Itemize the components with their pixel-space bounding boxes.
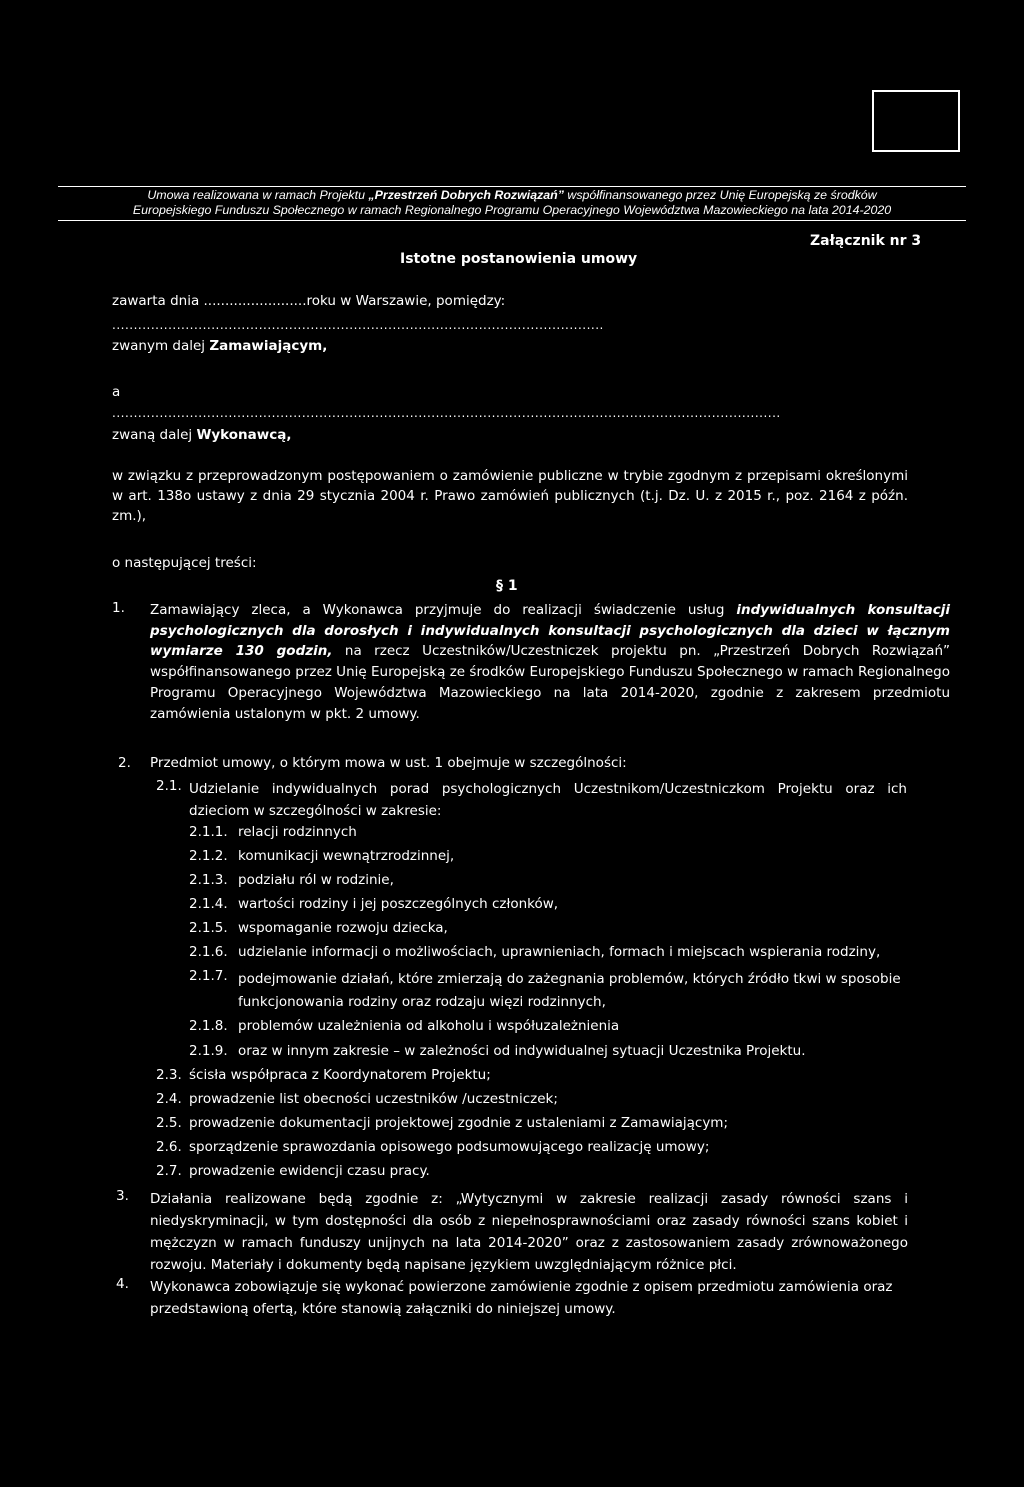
item-2-x-text: ścisła współpraca z Koordynatorem Projektu; <box>189 1067 491 1083</box>
project-header <box>58 188 966 218</box>
section-heading: § 1 <box>496 578 518 594</box>
sub-item-number: 2.1.2. <box>189 848 228 864</box>
sub-item-text: problemów uzależnienia od alkoholu i współuzależnienia <box>238 1018 620 1034</box>
logo-placeholder-box <box>872 90 960 152</box>
contract-date-line: zawarta dnia ........................roku w Warszawie, pomiędzy: <box>112 293 506 309</box>
document-title: Istotne postanowienia umowy <box>400 251 638 267</box>
contractor-line: zwaną dalej Wykonawcą, <box>112 427 292 443</box>
sub-item-text: udzielanie informacji o możliwościach, uprawnieniach, formach i miejscach wspierania rodziny, <box>238 944 881 960</box>
item-2-x-text: sporządzenie sprawozdania opisowego podsumowującego realizację umowy; <box>189 1139 710 1155</box>
header-top-rule <box>58 186 966 187</box>
item-3-number: 3. <box>116 1188 129 1204</box>
contractor-dots: ........................................................................................................................................................... <box>112 406 781 420</box>
item-2-1-number: 2.1. <box>156 778 182 794</box>
ordering-party-line: zwanym dalej Zamawiającym, <box>112 338 328 354</box>
item-4-paragraph: Wykonawca zobowiązuje się wykonać powierzone zamówienie zgodnie z opisem przedmiotu zamówienia oraz przedstawioną ofertą, które stanowią załączniki do niniejszej umowy. <box>150 1279 893 1317</box>
sub-item-text: podziału ról w rodzinie, <box>238 872 394 888</box>
sub-item-text: oraz w innym zakresie – w zależności od indywidualnej sytuacji Uczestnika Projektu. <box>238 1043 806 1059</box>
item-2-x-text: prowadzenie ewidencji czasu pracy. <box>189 1163 430 1179</box>
sub-item-text: podejmowanie działań, które zmierzają do zażegnania problemów, których źródło tkwi w sposobie funkcjonowania rodziny oraz rodzaju więzi rodzinnych, <box>238 971 901 1010</box>
item-2-x-text: prowadzenie dokumentacji projektowej zgodnie z ustaleniami z Zamawiającym; <box>189 1115 729 1131</box>
item-1-paragraph: Zamawiający zleca, a Wykonawca przyjmuje do realizacji świadczenie usług indywidualnych konsultacji psychologicznych dla dorosłych i indywidualnych konsultacji psychologicznych dla dzieci w łącznym wymiarze 130 godzin, na rzecz Uczestników/Uczestniczek projektu pn. „Przestrzeń Dobrych Rozwiązań” współfinansowanego przez Unię Europejską ze środków Europejskiego Funduszu Społecznego w ramach Regionalnego Programu Operacyjnego Województwa Mazowieckiego na lata 2014-2020, zgodnie z zakresem przedmiotu zamówienia ustalonym w pkt. 2 umowy. <box>150 602 951 722</box>
item-4-number: 4. <box>116 1276 129 1292</box>
item-2-number: 2. <box>118 755 131 771</box>
item-2-x-number: 2.7. <box>156 1163 182 1179</box>
sub-item-number: 2.1.9. <box>189 1043 228 1059</box>
item-2-x-number: 2.4. <box>156 1091 182 1107</box>
sub-item-number: 2.1.1. <box>189 824 228 840</box>
sub-item-number: 2.1.4. <box>189 896 228 912</box>
sub-item-number: 2.1.3. <box>189 872 228 888</box>
header-bottom-rule <box>58 220 966 221</box>
sub-item-number: 2.1.6. <box>189 944 228 960</box>
item-2-x-number: 2.5. <box>156 1115 182 1131</box>
header-line-1: Umowa realizowana w ramach Projektu „Przestrzeń Dobrych Rozwiązań” współfinansowanego przez Unię Europejską ze środków <box>147 188 877 202</box>
sub-item-number: 2.1.5. <box>189 920 228 936</box>
item-2-text: Przedmiot umowy, o którym mowa w ust. 1 obejmuje w szczególności: <box>150 755 627 771</box>
sub-item-text: komunikacji wewnątrzrodzinnej, <box>238 848 455 864</box>
sub-item-text: relacji rodzinnych <box>238 824 357 840</box>
item-1-number: 1. <box>112 600 125 616</box>
item-2-x-text: prowadzenie list obecności uczestników /uczestniczek; <box>189 1091 558 1107</box>
sub-item-number: 2.1.7. <box>189 968 228 984</box>
content-intro: o następującej treści: <box>112 555 257 571</box>
item-2-x-number: 2.6. <box>156 1139 182 1155</box>
sub-item-text: wspomaganie rozwoju dziecka, <box>238 920 448 936</box>
legal-basis-paragraph: w związku z przeprowadzonym postępowaniem o zamówienie publiczne w trybie zgodnym z przepisami określonymi w art. 138o ustawy z dnia 29 stycznia 2004 r. Prawo zamówień publicznych (t.j. Dz. U. z 2015 r., poz. 2164 z późn. zm.), <box>112 468 908 524</box>
sub-item-text: wartości rodziny i jej poszczególnych członków, <box>238 896 559 912</box>
and-word: a <box>112 384 121 400</box>
item-3-paragraph: Działania realizowane będą zgodnie z: „Wytycznymi w zakresie realizacji zasady równości szans i niedyskryminacji, w tym dostępności dla osób z niepełnosprawnościami oraz zasady równości szans kobiet i mężczyzn w ramach funduszy unijnych na lata 2014-2020” oraz z zastosowaniem zasady zrównoważonego rozwoju. Materiały i dokumenty będą napisane językiem uwzględniającym różnice płci. <box>150 1191 908 1273</box>
item-2-x-number: 2.3. <box>156 1067 182 1083</box>
ordering-party-dots: .................................................................................................................. <box>112 318 604 332</box>
item-2-1-text: Udzielanie indywidualnych porad psychologicznych Uczestnikom/Uczestniczkom Projektu oraz ich dzieciom w szczególności w zakresie: <box>189 781 907 819</box>
sub-item-number: 2.1.8. <box>189 1018 228 1034</box>
header-line-2: Europejskiego Funduszu Społecznego w ramach Regionalnego Programu Operacyjnego Województwa Mazowieckiego na lata 2014-2020 <box>132 203 892 217</box>
annex-number: Załącznik nr 3 <box>810 233 922 249</box>
